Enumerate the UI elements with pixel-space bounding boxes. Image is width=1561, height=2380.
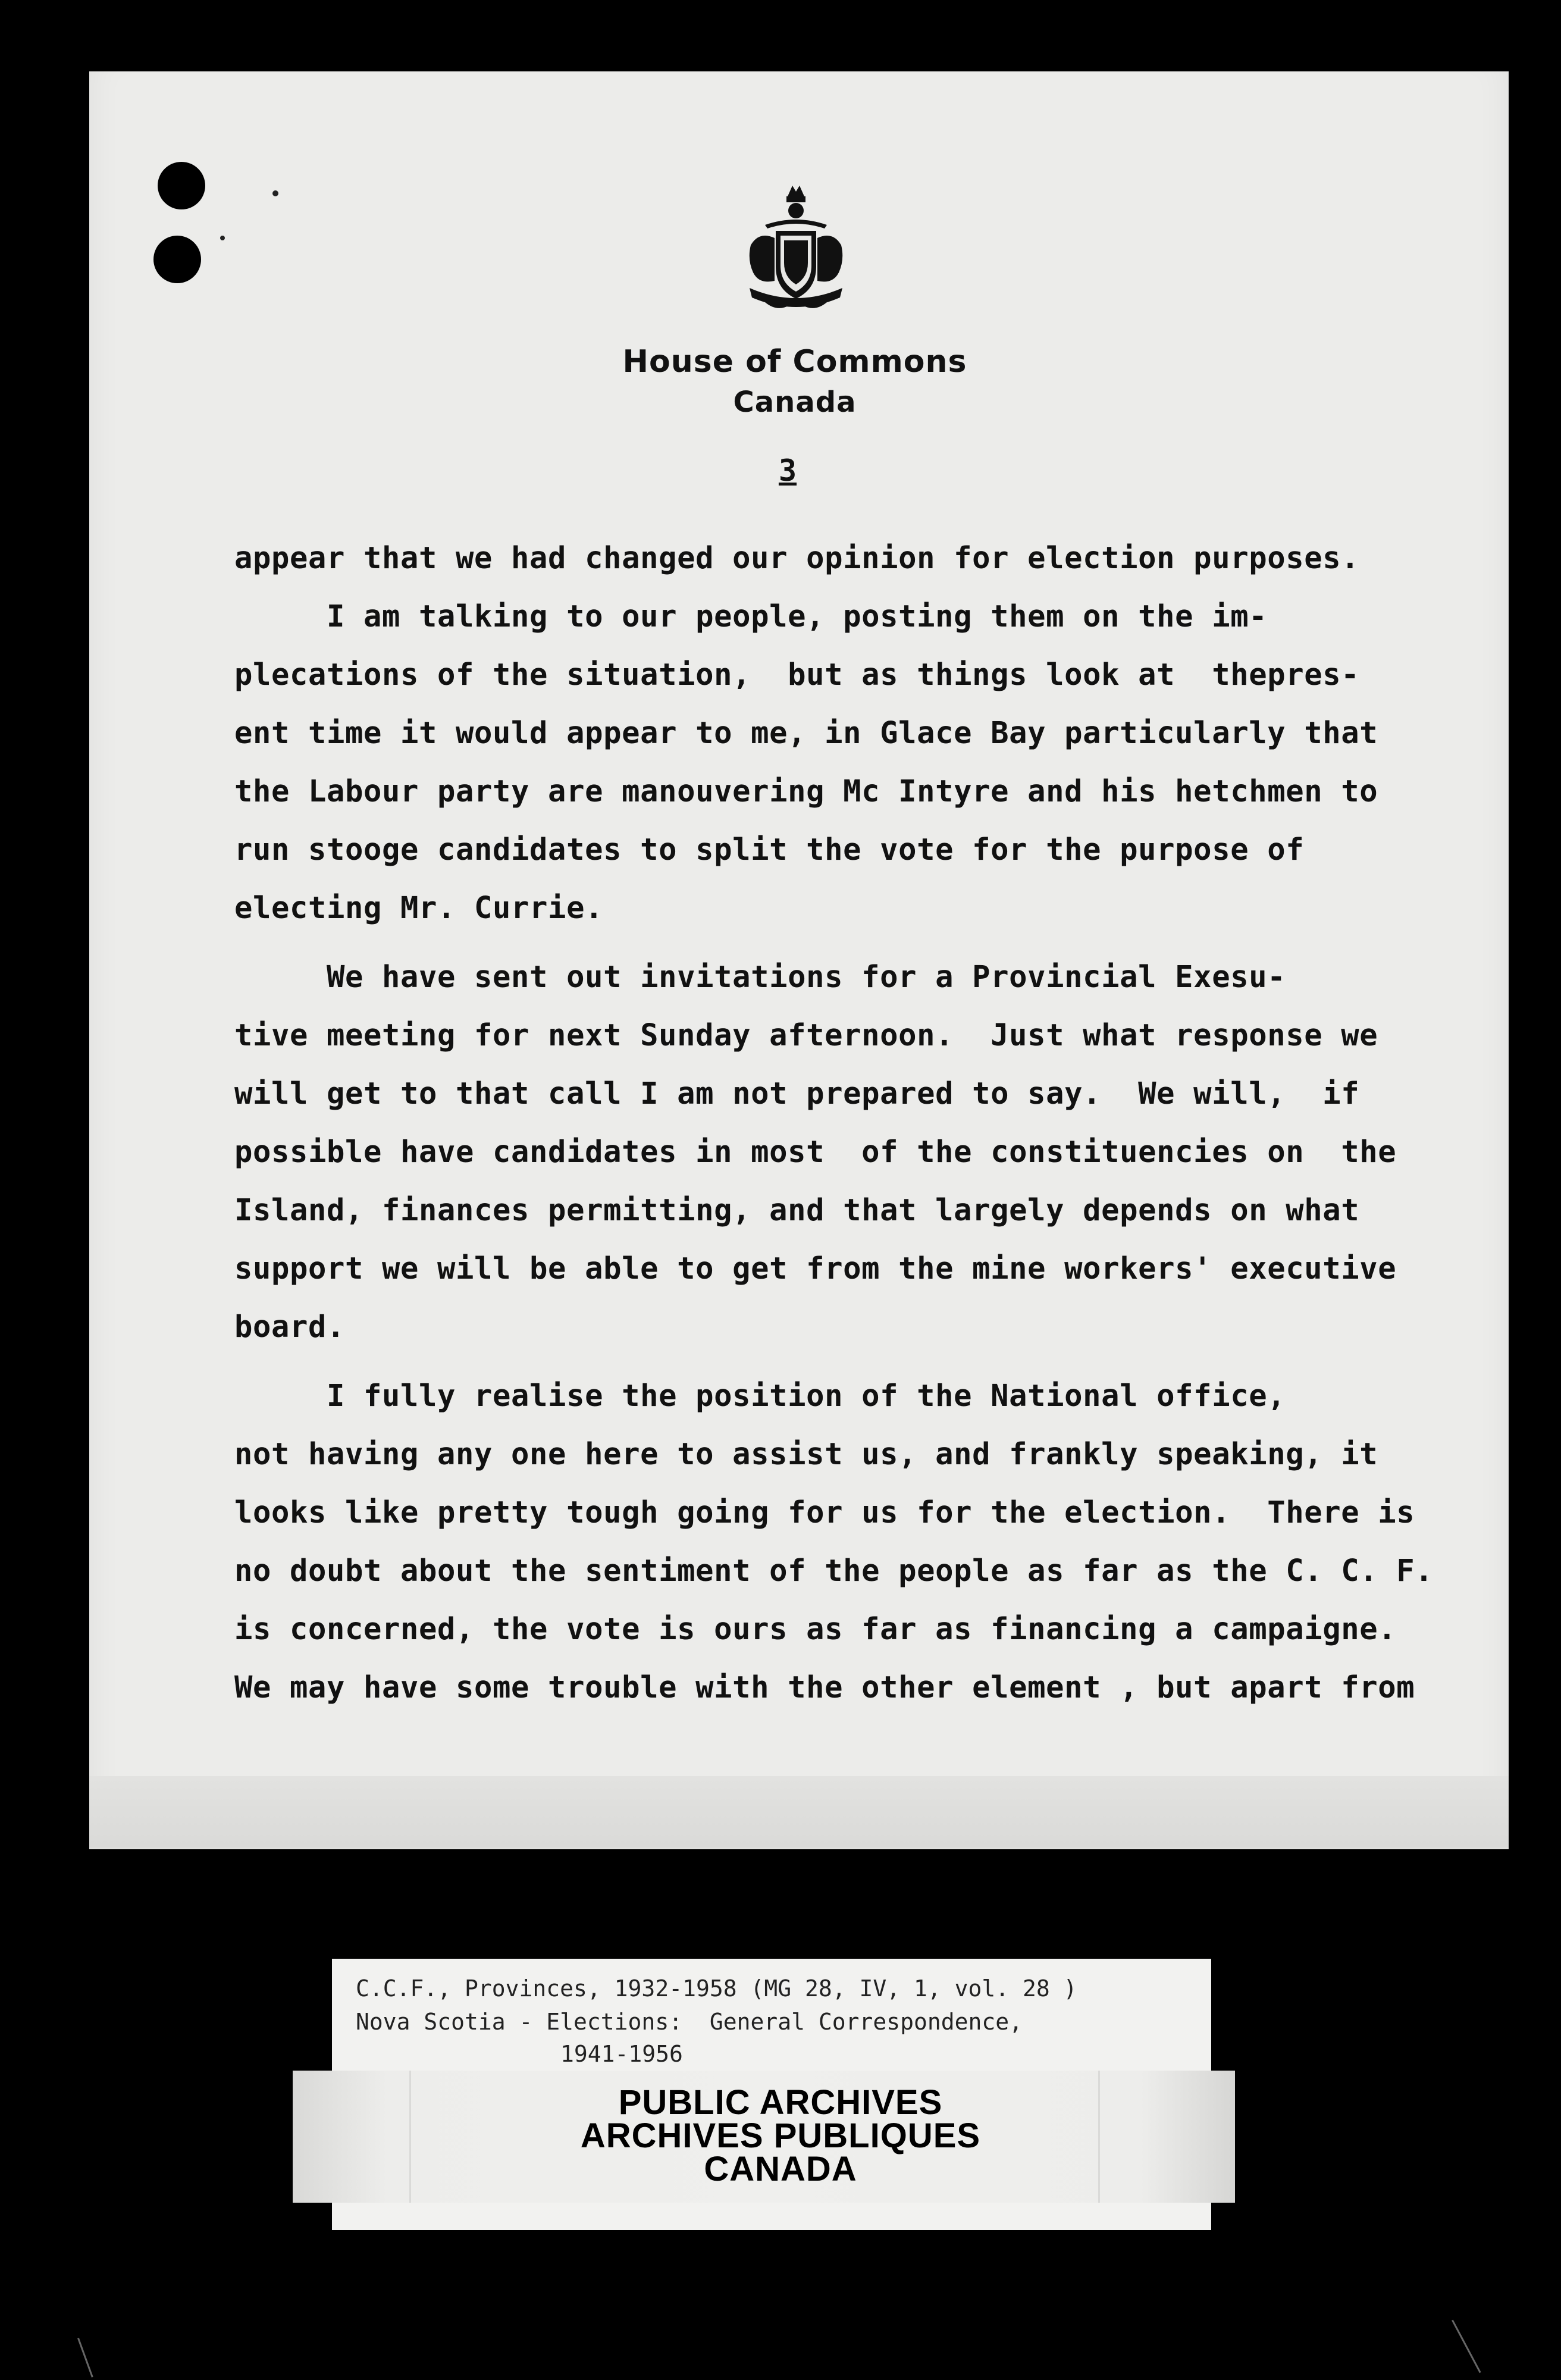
body-line: support we will be able to get from the mine workers' executive xyxy=(234,1251,1397,1286)
archive-label-line: 1941-1956 xyxy=(560,2041,683,2067)
letterhead-title: House of Commons xyxy=(622,344,967,380)
body-line: appear that we had changed our opinion for election purposes. xyxy=(234,540,1360,575)
body-line: I am talking to our people, posting them on the im- xyxy=(234,599,1268,634)
body-line: run stooge candidates to split the vote for the purpose of xyxy=(234,832,1305,867)
speck xyxy=(220,236,225,240)
body-line: looks like pretty tough going for us for the election. There is xyxy=(234,1495,1415,1530)
film-scratch xyxy=(1452,2320,1481,2373)
body-line: Island, finances permitting, and that largely depends on what xyxy=(234,1192,1360,1227)
body-line: not having any one here to assist us, and frankly speaking, it xyxy=(234,1436,1378,1471)
body-line: board. xyxy=(234,1309,346,1344)
punch-hole xyxy=(158,162,205,209)
speck xyxy=(272,190,278,196)
page-number: 3 xyxy=(778,453,797,488)
archive-label-line: C.C.F., Provinces, 1932-1958 (MG 28, IV, 1, vol. 28 ) xyxy=(356,1975,1077,2002)
body-line: no doubt about the sentiment of the people as far as the C. C. F. xyxy=(234,1553,1434,1588)
body-line: We have sent out invitations for a Provincial Exesu- xyxy=(234,959,1286,994)
letterhead-subtitle: Canada xyxy=(733,386,857,419)
page-bottom-edge xyxy=(89,1776,1509,1847)
body-line: electing Mr. Currie. xyxy=(234,890,604,925)
body-line: I fully realise the position of the National office, xyxy=(234,1378,1286,1413)
body-line: plecations of the situation, but as things look at thepres- xyxy=(234,657,1360,692)
punch-hole xyxy=(153,236,201,283)
body-line: tive meeting for next Sunday afternoon. Just what response we xyxy=(234,1017,1378,1053)
body-line: will get to that call I am not prepared to say. We will, if xyxy=(234,1076,1360,1111)
body-line: possible have candidates in most of the constituencies on the xyxy=(234,1134,1397,1169)
film-scratch xyxy=(77,2338,93,2378)
body-line: the Labour party are manouvering Mc Intyre and his hetchmen to xyxy=(234,774,1378,809)
archive-stamp-line: ARCHIVES PUBLIQUES xyxy=(580,2116,981,2155)
body-line: is concerned, the vote is ours as far as financing a campaigne. xyxy=(234,1611,1397,1646)
archive-stamp-line: CANADA xyxy=(704,2150,857,2188)
body-line: ent time it would appear to me, in Glace Bay particularly that xyxy=(234,715,1378,750)
body-line: We may have some trouble with the other element , but apart from xyxy=(234,1670,1415,1705)
archive-label-line: Nova Scotia - Elections: General Correspondence, xyxy=(356,2009,1023,2035)
canadian-coat-of-arms-icon xyxy=(741,183,851,317)
archive-stamp-line: PUBLIC ARCHIVES xyxy=(618,2083,943,2122)
